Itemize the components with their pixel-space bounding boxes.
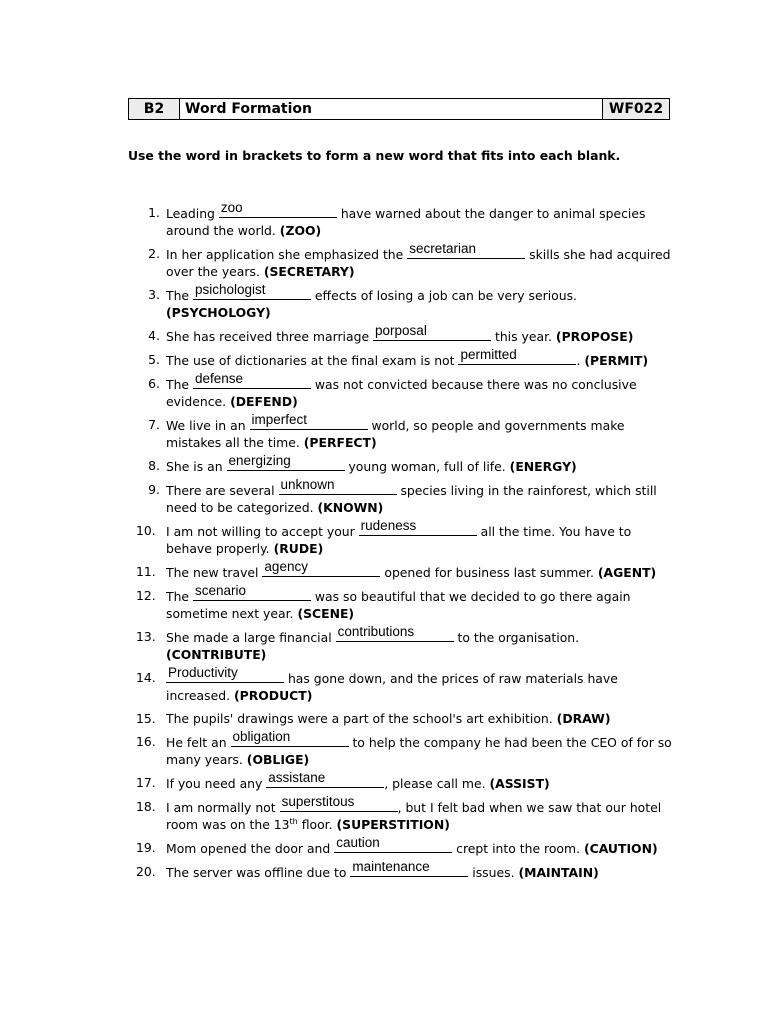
- list-item: [136, 412, 676, 451]
- item-number: 14.: [136, 670, 156, 685]
- answer-text: energizing: [228, 453, 291, 468]
- keyword: (ENERGY): [509, 459, 577, 474]
- answer-blank[interactable]: [458, 347, 576, 365]
- item-number: 16.: [136, 734, 156, 749]
- answer-blank[interactable]: [250, 412, 368, 430]
- item-text: The: [166, 377, 193, 392]
- item-text: She made a large financial: [166, 630, 336, 645]
- list-item: [136, 518, 676, 557]
- list-item: [136, 583, 676, 622]
- keyword: (SECRETARY): [263, 264, 355, 279]
- item-text: world, so people and governments make mistakes all the time.: [166, 418, 625, 450]
- answer-blank[interactable]: [280, 794, 398, 812]
- item-text: The server was offline due to: [166, 865, 351, 880]
- item-number: 19.: [136, 840, 156, 855]
- item-number: 3.: [148, 287, 160, 302]
- keyword: (MAINTAIN): [518, 865, 599, 880]
- keyword: (PROPOSE): [555, 329, 634, 344]
- item-text: He felt an: [166, 735, 231, 750]
- item-number: 1.: [148, 205, 160, 220]
- item-number: 5.: [148, 352, 160, 367]
- keyword: (SCENE): [297, 606, 355, 621]
- list-item: [136, 371, 676, 410]
- list-item: [136, 794, 676, 833]
- item-text: I am not willing to accept your: [166, 524, 359, 539]
- answer-blank[interactable]: [166, 665, 284, 683]
- answer-blank[interactable]: [359, 518, 477, 536]
- keyword: (SUPERSTITION): [336, 817, 450, 832]
- answer-blank[interactable]: [407, 241, 525, 259]
- item-text: to help the company he had been the CEO of for so many years.: [166, 735, 672, 767]
- answer-blank[interactable]: [219, 200, 337, 218]
- item-text: The: [166, 288, 193, 303]
- answer-text: psichologist: [194, 282, 266, 297]
- item-text: The use of dictionaries at the final exam is not: [166, 353, 459, 368]
- answer-blank[interactable]: [227, 453, 345, 471]
- item-text: , please call me.: [384, 776, 486, 791]
- keyword: (PERFECT): [303, 435, 377, 450]
- answer-text: defense: [194, 371, 244, 386]
- answer-blank[interactable]: [279, 477, 397, 495]
- answer-blank[interactable]: [336, 624, 454, 642]
- item-text: was so beautiful that we decided to go there again sometime next year.: [166, 589, 631, 621]
- answer-blank[interactable]: [262, 559, 380, 577]
- item-number: 17.: [136, 775, 156, 790]
- list-item: [136, 453, 676, 475]
- item-text: She has received three marriage: [166, 329, 374, 344]
- item-text: issues.: [468, 865, 515, 880]
- answer-text: zoo: [220, 200, 243, 215]
- keyword: (ASSIST): [489, 776, 550, 791]
- answer-text: assistane: [268, 770, 326, 785]
- item-text: The new travel: [166, 565, 263, 580]
- keyword: (DRAW): [556, 711, 611, 726]
- list-item: [136, 835, 676, 857]
- keyword: (ZOO): [279, 223, 322, 238]
- answer-text: secretarian: [409, 241, 477, 256]
- list-item: [136, 477, 676, 516]
- keyword: (DEFEND): [230, 394, 298, 409]
- item-number: 13.: [136, 629, 156, 644]
- answer-blank[interactable]: [193, 282, 311, 300]
- keyword: (AGENT): [597, 565, 657, 580]
- keyword: (RUDE): [273, 541, 324, 556]
- item-text: opened for business last summer.: [380, 565, 594, 580]
- item-number: 10.: [136, 523, 156, 538]
- answer-text: porposal: [375, 323, 427, 338]
- answer-blank[interactable]: [193, 583, 311, 601]
- answer-blank[interactable]: [193, 371, 311, 389]
- item-text: I am normally not: [166, 800, 280, 815]
- item-text: have warned about the danger to animal species around the world.: [166, 206, 646, 238]
- item-number: 12.: [136, 588, 156, 603]
- answer-text: rudeness: [360, 518, 417, 533]
- item-text: She is an: [166, 459, 227, 474]
- answer-text: permitted: [460, 347, 517, 362]
- keyword: (OBLIGE): [246, 752, 310, 767]
- item-text: crept into the room.: [452, 841, 581, 856]
- item-text: There are several: [166, 483, 279, 498]
- list-item: [136, 770, 676, 792]
- list-item: [136, 665, 676, 704]
- worksheet-title: Word Formation: [185, 101, 312, 117]
- item-text: young woman, full of life.: [344, 459, 506, 474]
- item-number: 2.: [148, 246, 160, 261]
- list-item: [136, 200, 676, 239]
- worksheet-code: WF022: [602, 99, 669, 119]
- list-item: [136, 241, 676, 280]
- item-number: 7.: [148, 417, 160, 432]
- exercise-list: [136, 200, 676, 881]
- answer-text: Productivity: [168, 665, 238, 680]
- list-item: [136, 624, 676, 663]
- answer-text: unknown: [280, 477, 335, 492]
- item-text: Mom opened the door and: [166, 841, 335, 856]
- keyword: (CONTRIBUTE): [166, 647, 267, 662]
- item-number: 15.: [136, 711, 156, 726]
- item-text: to the organisation.: [453, 630, 580, 645]
- worksheet-header: [128, 98, 670, 120]
- list-item: [136, 710, 676, 727]
- list-item: [136, 323, 676, 345]
- item-text: floor.: [297, 817, 333, 832]
- item-text: Leading: [166, 206, 219, 221]
- keyword: (KNOWN): [317, 500, 384, 515]
- answer-blank[interactable]: [334, 835, 452, 853]
- item-number: 18.: [136, 799, 156, 814]
- item-text: , but I felt bad when we saw that our hotel room was on the 13: [166, 800, 662, 832]
- keyword: (CAUTION): [583, 841, 658, 856]
- answer-blank[interactable]: [373, 323, 491, 341]
- list-item: [136, 347, 676, 369]
- item-text: was not convicted because there was no conclusive evidence.: [166, 377, 637, 409]
- item-text: The: [166, 589, 193, 604]
- item-text: If you need any: [166, 776, 267, 791]
- instructions: Use the word in brackets to form a new word that fits into each blank.: [128, 148, 621, 163]
- item-number: 9.: [148, 482, 160, 497]
- answer-text: scenario: [194, 583, 247, 598]
- item-text: We live in an: [166, 418, 250, 433]
- item-text: all the time. You have to behave properly.: [166, 524, 632, 556]
- list-item: [136, 282, 676, 321]
- item-text: species living in the rainforest, which still need to be categorized.: [166, 483, 657, 515]
- answer-text: contributions: [337, 624, 415, 639]
- level-cell: B2: [129, 99, 180, 119]
- answer-blank[interactable]: [350, 859, 468, 877]
- answer-text: maintenance: [352, 859, 430, 874]
- keyword: (PRODUCT): [233, 688, 313, 703]
- list-item: [136, 729, 676, 768]
- item-text: In her application she emphasized the: [166, 247, 408, 262]
- answer-blank[interactable]: [231, 729, 349, 747]
- item-number: 8.: [148, 458, 160, 473]
- answer-text: imperfect: [251, 412, 308, 427]
- answer-text: caution: [336, 835, 380, 850]
- superscript: th: [289, 816, 298, 826]
- list-item: [136, 859, 676, 881]
- list-item: [136, 559, 676, 581]
- answer-text: agency: [264, 559, 308, 574]
- item-number: 11.: [136, 564, 156, 579]
- item-text: skills she had acquired over the years.: [166, 247, 671, 279]
- item-text: this year.: [491, 329, 552, 344]
- answer-text: superstitous: [281, 794, 355, 809]
- item-number: 6.: [148, 376, 160, 391]
- keyword: (PSYCHOLOGY): [166, 305, 271, 320]
- answer-blank[interactable]: [266, 770, 384, 788]
- keyword: (PERMIT): [584, 353, 649, 368]
- item-text: effects of losing a job can be very serious.: [310, 288, 577, 303]
- item-number: 4.: [148, 328, 160, 343]
- item-number: 20.: [136, 864, 156, 879]
- item-text: .: [576, 353, 581, 368]
- item-text: has gone down, and the prices of raw materials have increased.: [166, 671, 618, 703]
- item-text: The pupils' drawings were a part of the school's art exhibition.: [166, 711, 553, 726]
- answer-text: obligation: [232, 729, 291, 744]
